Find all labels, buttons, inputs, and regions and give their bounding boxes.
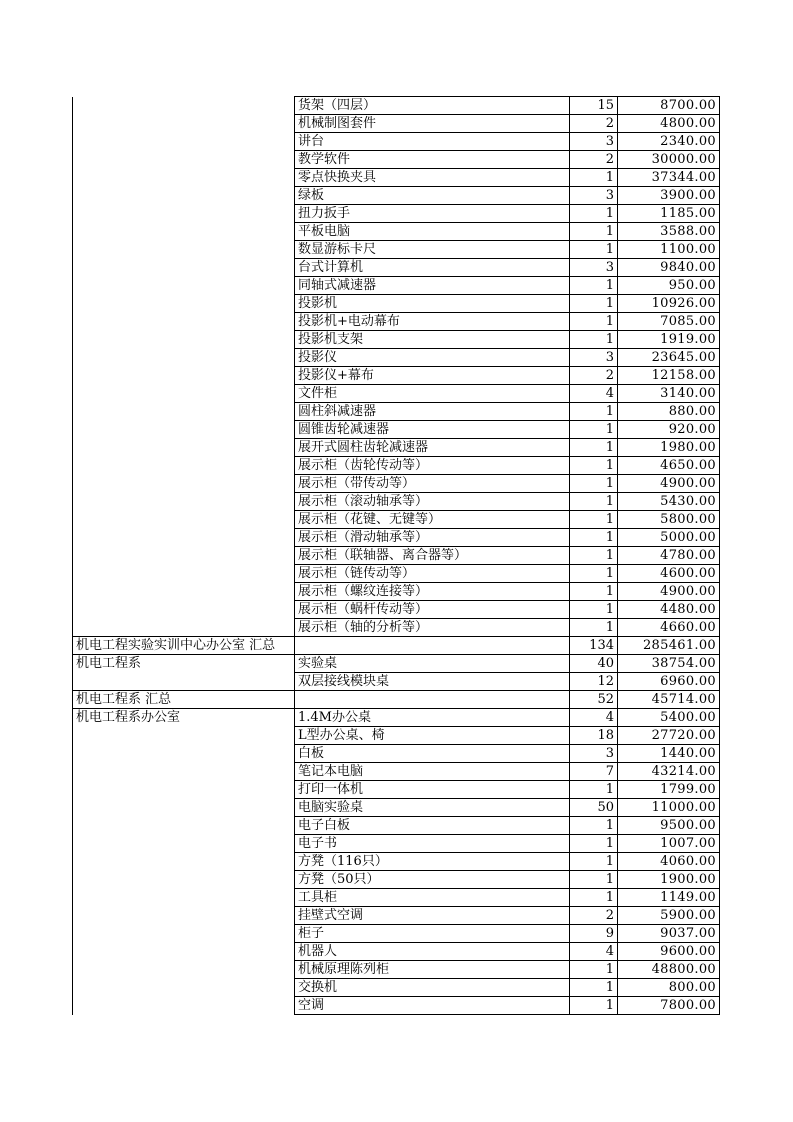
item-name-cell: 教学软件 (295, 151, 570, 169)
quantity-cell: 1 (570, 403, 618, 421)
amount-cell: 1100.00 (618, 241, 720, 259)
item-name-cell: 文件柜 (295, 385, 570, 403)
item-name-cell: 展示柜（轴的分析等） (295, 619, 570, 637)
item-name-cell: 圆锥齿轮减速器 (295, 421, 570, 439)
quantity-cell: 1 (570, 817, 618, 835)
quantity-cell: 3 (570, 745, 618, 763)
amount-cell: 30000.00 (618, 151, 720, 169)
item-name-cell: 同轴式减速器 (295, 277, 570, 295)
quantity-cell: 3 (570, 187, 618, 205)
amount-cell: 4900.00 (618, 583, 720, 601)
amount-cell: 5430.00 (618, 493, 720, 511)
quantity-cell: 3 (570, 349, 618, 367)
item-name-cell: 机械制图套件 (295, 115, 570, 133)
quantity-cell: 50 (570, 799, 618, 817)
quantity-cell: 1 (570, 223, 618, 241)
amount-cell: 3140.00 (618, 385, 720, 403)
subtotal-amount: 45714.00 (618, 691, 720, 709)
amount-cell: 11000.00 (618, 799, 720, 817)
item-name-cell: 1.4M办公桌 (295, 709, 570, 727)
item-name-cell: 展示柜（滑动轴承等） (295, 529, 570, 547)
amount-cell: 9840.00 (618, 259, 720, 277)
quantity-cell: 1 (570, 583, 618, 601)
amount-cell: 1799.00 (618, 781, 720, 799)
amount-cell: 920.00 (618, 421, 720, 439)
quantity-cell: 1 (570, 277, 618, 295)
quantity-cell: 2 (570, 151, 618, 169)
department-cell (73, 97, 295, 637)
amount-cell: 9037.00 (618, 925, 720, 943)
amount-cell: 1007.00 (618, 835, 720, 853)
item-name-cell: 电子书 (295, 835, 570, 853)
item-name-cell: 白板 (295, 745, 570, 763)
amount-cell: 10926.00 (618, 295, 720, 313)
asset-table (72, 96, 720, 1015)
asset-table-body (73, 97, 720, 1015)
item-name-cell: 投影机+电动幕布 (295, 313, 570, 331)
amount-cell: 5000.00 (618, 529, 720, 547)
item-name-cell: 笔记本电脑 (295, 763, 570, 781)
amount-cell: 4600.00 (618, 565, 720, 583)
quantity-cell: 2 (570, 907, 618, 925)
subtotal-label-text: 机电工程实验实训中心办公室 汇总 (76, 638, 276, 653)
amount-cell: 9500.00 (618, 817, 720, 835)
quantity-cell: 15 (570, 97, 618, 115)
amount-cell: 1919.00 (618, 331, 720, 349)
item-name-cell: 展示柜（齿轮传动等） (295, 457, 570, 475)
item-name-cell: 投影仪 (295, 349, 570, 367)
quantity-cell: 1 (570, 835, 618, 853)
quantity-cell: 12 (570, 673, 618, 691)
item-name-cell: 柜子 (295, 925, 570, 943)
subtotal-quantity: 52 (570, 691, 618, 709)
quantity-cell: 1 (570, 997, 618, 1015)
quantity-cell: 1 (570, 979, 618, 997)
amount-cell: 48800.00 (618, 961, 720, 979)
amount-cell: 38754.00 (618, 655, 720, 673)
item-name-cell: 电子白板 (295, 817, 570, 835)
item-name-cell: 电脑实验桌 (295, 799, 570, 817)
item-name-cell: 打印一体机 (295, 781, 570, 799)
subtotal-blank-cell (295, 691, 570, 709)
item-name-cell: 展示柜（带传动等） (295, 475, 570, 493)
item-name-cell: 展示柜（花键、无键等） (295, 511, 570, 529)
quantity-cell: 1 (570, 529, 618, 547)
item-name-cell: 空调 (295, 997, 570, 1015)
quantity-cell: 1 (570, 295, 618, 313)
subtotal-quantity: 134 (570, 637, 618, 655)
subtotal-amount: 285461.00 (618, 637, 720, 655)
item-name-cell: 讲台 (295, 133, 570, 151)
quantity-cell: 2 (570, 115, 618, 133)
quantity-cell: 2 (570, 367, 618, 385)
subtotal-label (73, 691, 295, 709)
amount-cell: 23645.00 (618, 349, 720, 367)
amount-cell: 4650.00 (618, 457, 720, 475)
amount-cell: 1185.00 (618, 205, 720, 223)
quantity-cell: 9 (570, 925, 618, 943)
item-name-cell: 投影机 (295, 295, 570, 313)
amount-cell: 950.00 (618, 277, 720, 295)
amount-cell: 37344.00 (618, 169, 720, 187)
quantity-cell: 7 (570, 763, 618, 781)
quantity-cell: 1 (570, 871, 618, 889)
quantity-cell: 1 (570, 169, 618, 187)
item-name-cell: 机械原理陈列柜 (295, 961, 570, 979)
amount-cell: 3900.00 (618, 187, 720, 205)
amount-cell: 4660.00 (618, 619, 720, 637)
quantity-cell: 3 (570, 133, 618, 151)
department-cell: 机电工程系 (73, 655, 295, 691)
subtotal-row (73, 691, 720, 709)
amount-cell: 4780.00 (618, 547, 720, 565)
quantity-cell: 1 (570, 511, 618, 529)
amount-cell: 43214.00 (618, 763, 720, 781)
item-name-cell: 双层接线模块桌 (295, 673, 570, 691)
quantity-cell: 1 (570, 313, 618, 331)
amount-cell: 4900.00 (618, 475, 720, 493)
amount-cell: 2340.00 (618, 133, 720, 151)
amount-cell: 1980.00 (618, 439, 720, 457)
item-name-cell: 交换机 (295, 979, 570, 997)
quantity-cell: 1 (570, 439, 618, 457)
quantity-cell: 1 (570, 241, 618, 259)
item-name-cell: 投影仪+幕布 (295, 367, 570, 385)
amount-cell: 5900.00 (618, 907, 720, 925)
quantity-cell: 1 (570, 601, 618, 619)
amount-cell: 9600.00 (618, 943, 720, 961)
quantity-cell: 1 (570, 493, 618, 511)
item-name-cell: 展开式圆柱齿轮减速器 (295, 439, 570, 457)
department-cell: 机电工程系办公室 (73, 709, 295, 1015)
item-name-cell: 投影机支架 (295, 331, 570, 349)
amount-cell: 12158.00 (618, 367, 720, 385)
item-name-cell: 机器人 (295, 943, 570, 961)
amount-cell: 4800.00 (618, 115, 720, 133)
amount-cell: 800.00 (618, 979, 720, 997)
table-row (73, 709, 720, 727)
quantity-cell: 1 (570, 565, 618, 583)
amount-cell: 1149.00 (618, 889, 720, 907)
item-name-cell: 货架（四层） (295, 97, 570, 115)
item-name-cell: 展示柜（链传动等） (295, 565, 570, 583)
item-name-cell: 圆柱斜减速器 (295, 403, 570, 421)
item-name-cell: 台式计算机 (295, 259, 570, 277)
quantity-cell: 18 (570, 727, 618, 745)
amount-cell: 1900.00 (618, 871, 720, 889)
subtotal-label (73, 637, 295, 655)
table-row (73, 97, 720, 115)
quantity-cell: 1 (570, 547, 618, 565)
amount-cell: 5400.00 (618, 709, 720, 727)
amount-cell: 8700.00 (618, 97, 720, 115)
quantity-cell: 1 (570, 331, 618, 349)
quantity-cell: 1 (570, 961, 618, 979)
quantity-cell: 1 (570, 889, 618, 907)
amount-cell: 1440.00 (618, 745, 720, 763)
item-name-cell: 挂壁式空调 (295, 907, 570, 925)
item-name-cell: 方凳（50只） (295, 871, 570, 889)
item-name-cell: 展示柜（滚动轴承等） (295, 493, 570, 511)
amount-cell: 27720.00 (618, 727, 720, 745)
subtotal-blank-cell (295, 637, 570, 655)
subtotal-label-text: 机电工程系 汇总 (76, 692, 172, 707)
item-name-cell: 零点快换夹具 (295, 169, 570, 187)
amount-cell: 3588.00 (618, 223, 720, 241)
quantity-cell: 1 (570, 475, 618, 493)
quantity-cell: 3 (570, 259, 618, 277)
subtotal-row (73, 637, 720, 655)
amount-cell: 4480.00 (618, 601, 720, 619)
amount-cell: 6960.00 (618, 673, 720, 691)
quantity-cell: 1 (570, 781, 618, 799)
table-row (73, 655, 720, 673)
item-name-cell: 展示柜（蜗杆传动等） (295, 601, 570, 619)
quantity-cell: 4 (570, 385, 618, 403)
item-name-cell: 数显游标卡尺 (295, 241, 570, 259)
quantity-cell: 4 (570, 709, 618, 727)
quantity-cell: 1 (570, 457, 618, 475)
item-name-cell: 工具柜 (295, 889, 570, 907)
item-name-cell: 展示柜（螺纹连接等） (295, 583, 570, 601)
amount-cell: 7085.00 (618, 313, 720, 331)
item-name-cell: L型办公桌、椅 (295, 727, 570, 745)
item-name-cell: 扭力扳手 (295, 205, 570, 223)
item-name-cell: 展示柜（联轴器、离合器等） (295, 547, 570, 565)
quantity-cell: 1 (570, 853, 618, 871)
item-name-cell: 方凳（116只） (295, 853, 570, 871)
quantity-cell: 4 (570, 943, 618, 961)
quantity-cell: 1 (570, 619, 618, 637)
amount-cell: 4060.00 (618, 853, 720, 871)
item-name-cell: 实验桌 (295, 655, 570, 673)
amount-cell: 7800.00 (618, 997, 720, 1015)
amount-cell: 5800.00 (618, 511, 720, 529)
amount-cell: 880.00 (618, 403, 720, 421)
item-name-cell: 平板电脑 (295, 223, 570, 241)
quantity-cell: 1 (570, 205, 618, 223)
quantity-cell: 40 (570, 655, 618, 673)
item-name-cell: 绿板 (295, 187, 570, 205)
quantity-cell: 1 (570, 421, 618, 439)
